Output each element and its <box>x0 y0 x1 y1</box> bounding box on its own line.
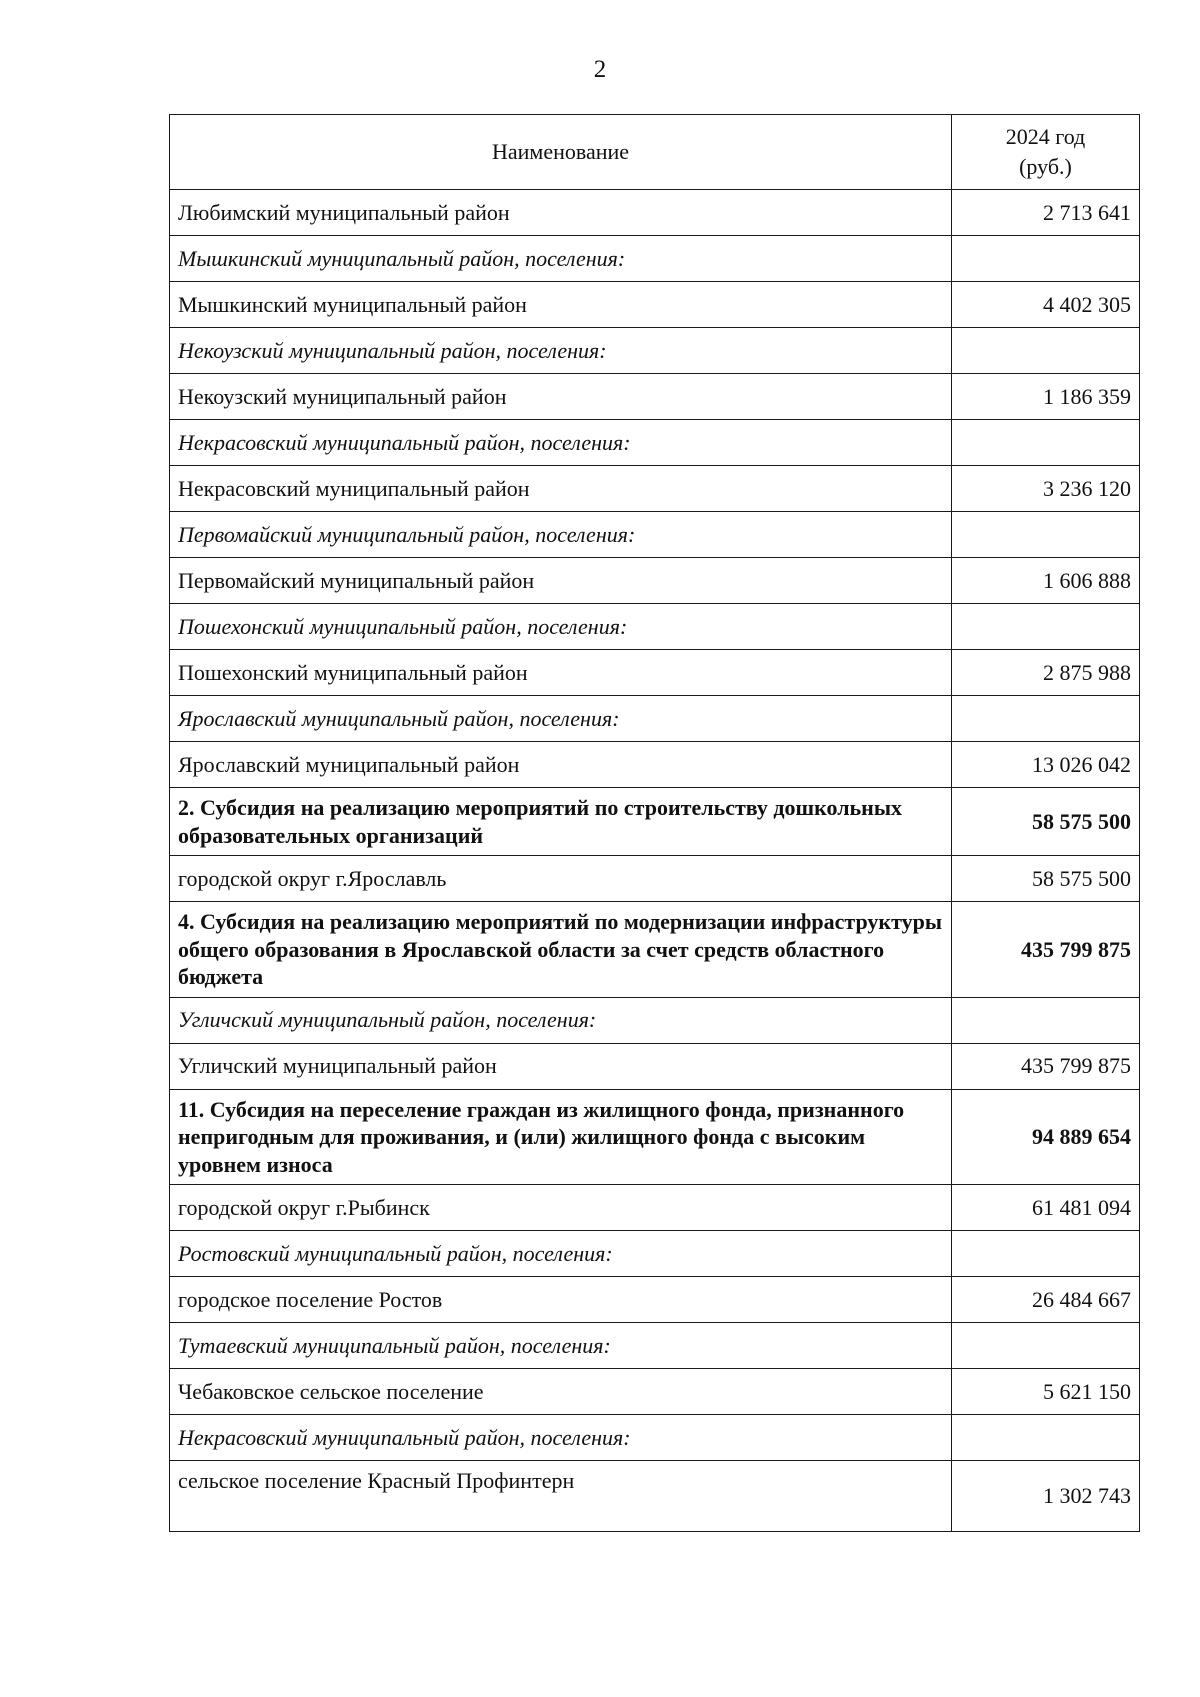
row-amount <box>952 236 1140 282</box>
row-name: Угличский муниципальный район, поселения: <box>170 997 952 1043</box>
row-amount: 2 875 988 <box>952 650 1140 696</box>
page-number: 2 <box>593 56 607 83</box>
table-row <box>170 374 1140 420</box>
row-amount: 2 713 641 <box>952 190 1140 236</box>
row-amount <box>952 696 1140 742</box>
subheading-row <box>170 1415 1140 1461</box>
subheading-row <box>170 236 1140 282</box>
row-amount <box>952 1323 1140 1369</box>
row-amount <box>952 604 1140 650</box>
row-amount <box>952 997 1140 1043</box>
row-name: Первомайский муниципальный район, поселения: <box>170 512 952 558</box>
row-amount: 4 402 305 <box>952 282 1140 328</box>
row-amount: 5 621 150 <box>952 1369 1140 1415</box>
table-row <box>170 282 1140 328</box>
row-amount: 1 302 743 <box>952 1461 1140 1532</box>
subheading-row <box>170 1323 1140 1369</box>
subheading-row <box>170 420 1140 466</box>
row-name: Тутаевский муниципальный район, поселения: <box>170 1323 952 1369</box>
row-amount: 1 186 359 <box>952 374 1140 420</box>
header-amount-year: 2024 год <box>1005 124 1086 150</box>
row-name: Пошехонский муниципальный район, поселения: <box>170 604 952 650</box>
row-name: 4. Субсидия на реализацию мероприятий по модернизации инфраструктуры общего образования в Ярославской области за счет средств областного бюджета <box>170 902 952 998</box>
table-row <box>170 190 1140 236</box>
header-amount <box>952 115 1140 190</box>
row-name: сельское поселение Красный Профинтерн <box>170 1461 952 1532</box>
row-amount <box>952 420 1140 466</box>
row-name: 11. Субсидия на переселение граждан из жилищного фонда, признанного непригодным для проживания, и (или) жилищного фонда с высоким уровнем износа <box>170 1089 952 1185</box>
row-amount <box>952 1415 1140 1461</box>
row-name: Ярославский муниципальный район <box>170 742 952 788</box>
row-name: Некрасовский муниципальный район, поселения: <box>170 420 952 466</box>
section-row <box>170 788 1140 856</box>
table-row <box>170 1185 1140 1231</box>
table-row <box>170 742 1140 788</box>
row-amount <box>952 512 1140 558</box>
row-amount: 435 799 875 <box>952 902 1140 998</box>
row-name: Ростовский муниципальный район, поселения: <box>170 1231 952 1277</box>
row-name: Первомайский муниципальный район <box>170 558 952 604</box>
row-name: городской округ г.Рыбинск <box>170 1185 952 1231</box>
row-amount: 61 481 094 <box>952 1185 1140 1231</box>
row-name: Некоузский муниципальный район <box>170 374 952 420</box>
table-row <box>170 466 1140 512</box>
row-amount: 58 575 500 <box>952 856 1140 902</box>
row-amount: 435 799 875 <box>952 1043 1140 1089</box>
section-row <box>170 902 1140 998</box>
table-row <box>170 558 1140 604</box>
table-row <box>170 650 1140 696</box>
row-amount: 3 236 120 <box>952 466 1140 512</box>
row-name: Любимский муниципальный район <box>170 190 952 236</box>
row-amount: 13 026 042 <box>952 742 1140 788</box>
section-row <box>170 1089 1140 1185</box>
table-row <box>170 1277 1140 1323</box>
subheading-row <box>170 696 1140 742</box>
budget-table <box>169 114 1140 1532</box>
row-name: 2. Субсидия на реализацию мероприятий по строительству дошкольных образовательных организаций <box>170 788 952 856</box>
row-name: городской округ г.Ярославль <box>170 856 952 902</box>
row-amount: 1 606 888 <box>952 558 1140 604</box>
row-name: Пошехонский муниципальный район <box>170 650 952 696</box>
row-amount: 58 575 500 <box>952 788 1140 856</box>
row-name: Чебаковское сельское поселение <box>170 1369 952 1415</box>
table-row <box>170 1369 1140 1415</box>
row-name: Мышкинский муниципальный район, поселения: <box>170 236 952 282</box>
row-name: Ярославский муниципальный район, поселения: <box>170 696 952 742</box>
row-name: Некоузский муниципальный район, поселения: <box>170 328 952 374</box>
subheading-row <box>170 997 1140 1043</box>
header-amount-unit: (руб.) <box>1019 154 1072 179</box>
row-amount: 94 889 654 <box>952 1089 1140 1185</box>
table-row <box>170 1043 1140 1089</box>
row-amount: 26 484 667 <box>952 1277 1140 1323</box>
row-amount <box>952 1231 1140 1277</box>
table-row <box>170 1461 1140 1532</box>
row-amount <box>952 328 1140 374</box>
subheading-row <box>170 1231 1140 1277</box>
row-name: Мышкинский муниципальный район <box>170 282 952 328</box>
row-name: Некрасовский муниципальный район <box>170 466 952 512</box>
table-body <box>170 190 1140 1532</box>
row-name: Угличский муниципальный район <box>170 1043 952 1089</box>
table-header-row <box>170 115 1140 190</box>
subheading-row <box>170 604 1140 650</box>
row-name: Некрасовский муниципальный район, поселения: <box>170 1415 952 1461</box>
header-name: Наименование <box>170 115 952 190</box>
subheading-row <box>170 512 1140 558</box>
subheading-row <box>170 328 1140 374</box>
row-name: городское поселение Ростов <box>170 1277 952 1323</box>
table-row <box>170 856 1140 902</box>
